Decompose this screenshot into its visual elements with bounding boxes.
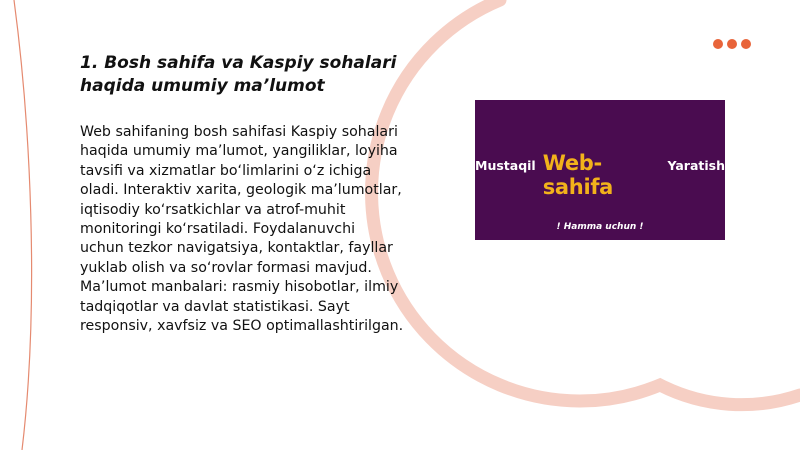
- body-line: Ma’lumot manbalari: rasmiy hisobotlar, ilmiy: [80, 279, 399, 296]
- body-line: haqida umumiy ma’lumot, yangiliklar, loyiha: [80, 143, 398, 160]
- body-line: uchun tezkor navigatsiya, kontaktlar, fayllar: [80, 240, 393, 257]
- banner-word-right: Yaratish: [667, 158, 725, 173]
- banner-word-main: Web-sahifa: [542, 151, 614, 199]
- body-line: tadqiqotlar va davlat statistikasi. Sayt: [80, 298, 350, 315]
- body-line: oladi. Interaktiv xarita, geologik ma’lumotlar,: [80, 182, 402, 199]
- body-line: iqtisodiy ko‘rsatkichlar va atrof-muhit: [80, 201, 346, 218]
- body-line: Web sahifaning bosh sahifasi Kaspiy sohalari: [80, 124, 398, 140]
- slide-body: [80, 123, 430, 336]
- banner-image: [475, 100, 725, 240]
- accent-dot: [713, 39, 723, 49]
- body-line: responsiv, xavfsiz va SEO optimallashtirilgan.: [80, 318, 404, 335]
- title-line-1: 1. Bosh sahifa va Kaspiy sohalari: [80, 53, 397, 73]
- title-line-2: haqida umumiy ma’lumot: [80, 76, 325, 96]
- body-line: tavsifi va xizmatlar bo‘limlarini o‘z ichiga: [80, 162, 372, 179]
- body-line: yuklab olish va so‘rovlar formasi mavjud.: [80, 259, 372, 276]
- banner-subtitle: ! Hamma uchun !: [556, 222, 644, 232]
- accent-dot: [727, 39, 737, 49]
- slide-title: [80, 52, 420, 98]
- banner-headline: [475, 151, 725, 199]
- left-edge-curve: [14, 0, 32, 450]
- accent-dot: [741, 39, 751, 49]
- banner-word-left: Mustaqil: [475, 158, 536, 173]
- body-line: monitoringi ko‘rsatiladi. Foydalanuvchi: [80, 221, 356, 238]
- accent-dots: [713, 39, 751, 49]
